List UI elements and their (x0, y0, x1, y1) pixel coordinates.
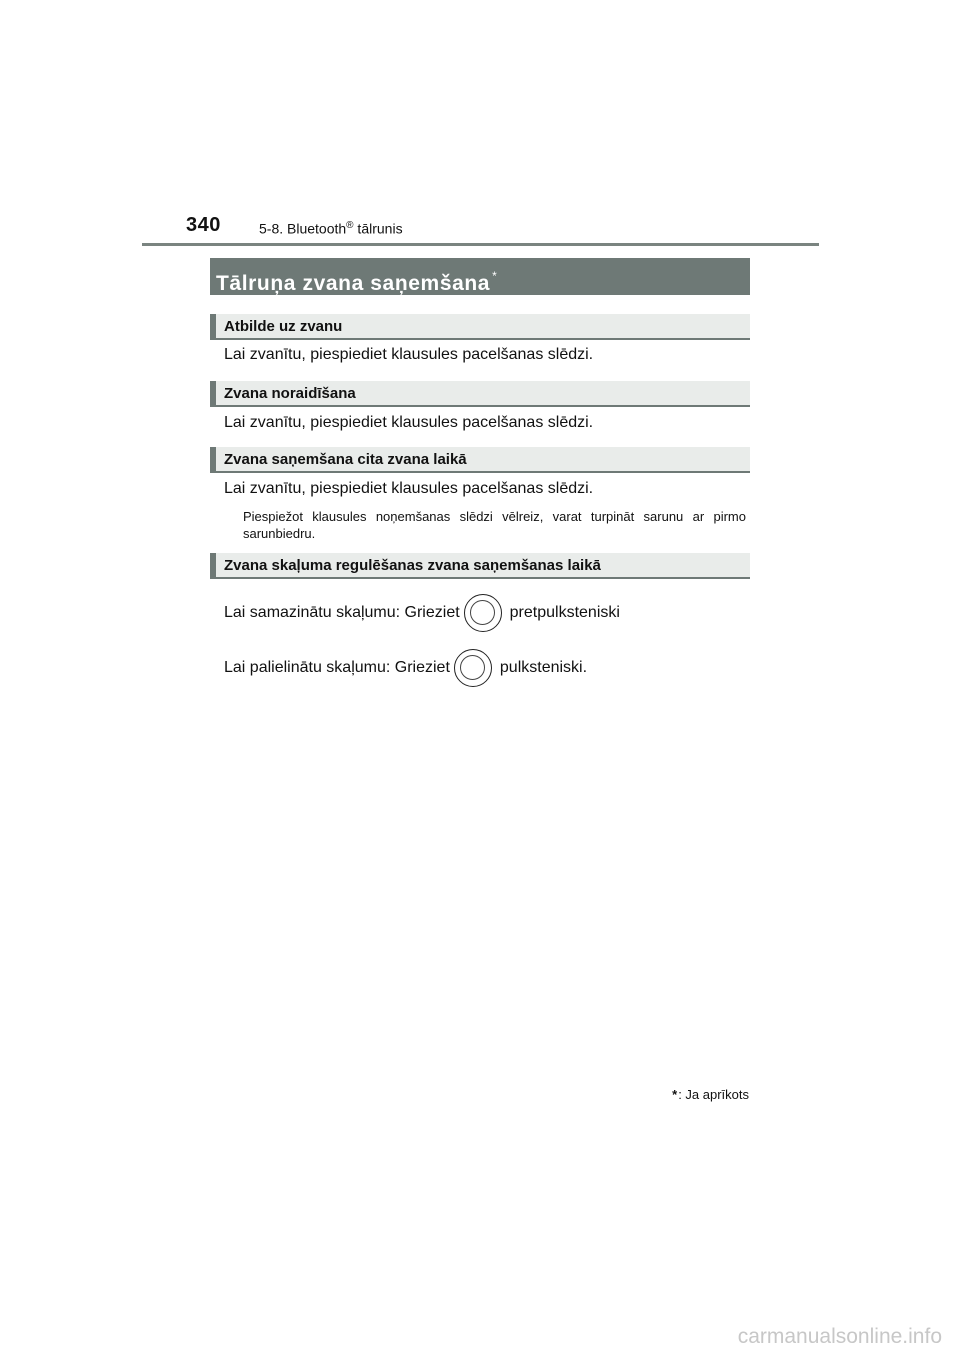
footnote (672, 1087, 749, 1102)
subheading-reject: Zvana noraidīšana (210, 381, 750, 407)
breadcrumb (259, 220, 403, 237)
volume-decrease-text: Lai samazinātu skaļumu: Grieziet (224, 604, 460, 621)
body-text-answer: Lai zvanītu, piespiediet klausules pacelšanas slēdzi. (224, 346, 594, 363)
breadcrumb-suffix: tālrunis (353, 220, 403, 237)
page-number: 340 (186, 214, 221, 236)
subheading-volume: Zvana skaļuma regulēšanas zvana saņemšanas laikā (210, 553, 750, 579)
volume-increase-line (224, 649, 587, 687)
volume-decrease-line (224, 594, 620, 632)
volume-knob-icon (464, 594, 502, 632)
footnote-asterisk: * (672, 1087, 678, 1102)
title-asterisk: * (492, 269, 498, 283)
volume-increase-direction: pulksteniski. (499, 659, 588, 676)
body-text-waiting-call: Lai zvanītu, piespiediet klausules pacelšanas slēdzi. (224, 480, 594, 497)
footnote-text: : Ja aprīkots (678, 1087, 749, 1102)
header-rule (142, 243, 819, 246)
page-title-text: Tālruņa zvana saņemšana (216, 272, 491, 295)
volume-decrease-direction: pretpulksteniski (509, 604, 620, 621)
volume-knob-icon (454, 649, 492, 687)
body-text-reject: Lai zvanītu, piespiediet klausules pacelšanas slēdzi. (224, 414, 594, 431)
note-waiting-call: Piespiežot klausules noņemšanas slēdzi vēlreiz, varat turpināt sarunu ar pirmo sarunbiedru. (243, 509, 746, 541)
breadcrumb-section: 5-8. Bluetooth (259, 220, 347, 237)
watermark: carmanualsonline.info (737, 1325, 942, 1348)
subheading-waiting-call: Zvana saņemšana cita zvana laikā (210, 447, 750, 473)
volume-increase-text: Lai palielinātu skaļumu: Grieziet (224, 659, 450, 676)
registered-mark: ® (346, 220, 354, 231)
subheading-answer: Atbilde uz zvanu (210, 314, 750, 340)
page-title (210, 258, 750, 295)
